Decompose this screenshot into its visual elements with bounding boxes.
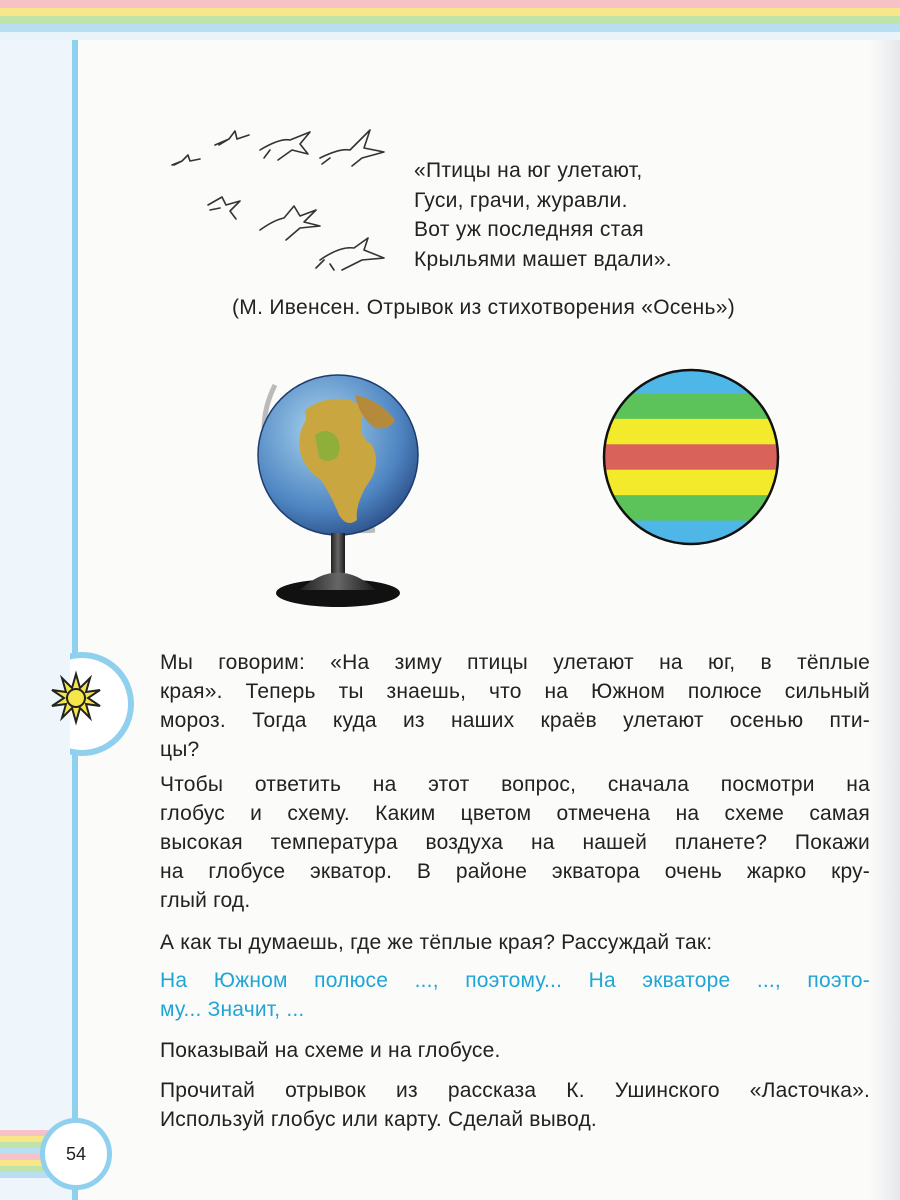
sun-icon xyxy=(44,666,108,730)
poem-line: Вот уж последняя стая xyxy=(414,218,644,241)
text-line: края». Теперь ты знаешь, что на Южном полюсе сильный xyxy=(160,680,870,703)
left-margin-rule xyxy=(72,40,78,1200)
paragraph-instructions xyxy=(160,770,870,915)
paragraph-think xyxy=(160,928,870,957)
poem-source: (М. Ивенсен. Отрывок из стихотворения «Осень») xyxy=(232,296,736,319)
text-line: му... Значит, ... xyxy=(160,998,305,1021)
disc-stripe xyxy=(602,521,780,546)
top-decorative-stripes xyxy=(0,0,900,50)
left-margin-band xyxy=(0,40,72,1200)
paragraph-show xyxy=(160,1036,870,1065)
text-line: Чтобы ответить на этот вопрос, сначала посмотри на xyxy=(160,773,870,796)
paragraph-read xyxy=(160,1076,870,1134)
page-edge-shadow xyxy=(870,40,900,1200)
disc-stripe xyxy=(602,444,780,470)
poem-line: Гуси, грачи, журавли. xyxy=(414,188,628,212)
text-line: Используй глобус или карту. Сделай вывод. xyxy=(160,1108,597,1131)
disc-stripe xyxy=(602,419,780,445)
text-line: на глобусе экватор. В районе экватора очень жарко кру- xyxy=(160,860,870,883)
flying-birds-icon xyxy=(160,110,400,290)
poem-line: «Птицы на юг улетают, xyxy=(414,159,643,182)
text-line: глобус и схему. Каким цветом отмечена на схеме самая xyxy=(160,802,870,825)
text-line: Мы говорим: «На зиму птицы улетают на юг, в тёплые xyxy=(160,651,870,674)
poem-excerpt xyxy=(414,156,672,274)
text-line: мороз. Тогда куда из наших краёв улетают осенью пти- xyxy=(160,709,870,732)
paragraph-question xyxy=(160,648,870,764)
text-line: Показывай на схеме и на глобусе. xyxy=(160,1039,501,1062)
text-line: цы? xyxy=(160,738,200,761)
disc-stripe xyxy=(602,470,780,496)
temperature-zones-scheme xyxy=(602,368,780,546)
reasoning-template xyxy=(160,966,870,1024)
poem-line: Крыльями машет вдали». xyxy=(414,247,672,271)
text-line: А как ты думаешь, где же тёплые края? Рассуждай так: xyxy=(160,931,713,954)
disc-stripe xyxy=(602,368,780,394)
globe-illustration xyxy=(245,355,445,615)
text-line: На Южном полюсе ..., поэтому... На экваторе ..., поэто- xyxy=(160,969,870,992)
page-number: 54 xyxy=(40,1118,112,1190)
text-line: Прочитай отрывок из рассказа К. Ушинского «Ласточка». xyxy=(160,1079,870,1102)
text-line: высокая температура воздуха на нашей планете? Покажи xyxy=(160,831,870,854)
text-line: глый год. xyxy=(160,889,251,912)
